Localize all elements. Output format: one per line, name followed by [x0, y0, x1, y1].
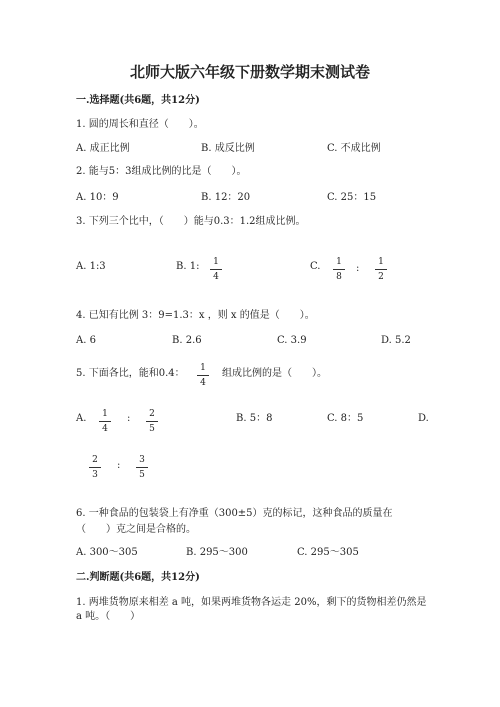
- question-6-stem-line-2: （ ）克之间是合格的。: [76, 524, 196, 535]
- question-5-stem-suffix: 组成比例的是（ ）。: [222, 368, 327, 379]
- fraction-denominator: 2: [378, 272, 384, 282]
- question-6-option-b[interactable]: B. 295～300: [186, 547, 248, 558]
- question-4-option-a[interactable]: A. 6: [76, 335, 96, 346]
- question-5-option-a-prefix[interactable]: A.: [76, 413, 87, 424]
- fraction-denominator: 4: [102, 424, 108, 434]
- question-5-stem-prefix: 5. 下面各比，能和0.4：: [76, 368, 185, 379]
- fraction-bar: [146, 421, 158, 422]
- question-6-option-c[interactable]: C. 295～305: [297, 547, 359, 558]
- question-3-option-c-fraction-2: [374, 257, 388, 282]
- question-5-stem-fraction: [196, 363, 210, 388]
- fraction-bar: [99, 421, 111, 422]
- fraction-denominator: 5: [149, 424, 155, 434]
- question-2-stem: 2. 能与5：3组成比例的比是（ ）。: [76, 166, 247, 177]
- fraction-denominator: 4: [200, 378, 206, 388]
- question-5-option-d-prefix[interactable]: D.: [418, 413, 429, 424]
- question-4-option-c[interactable]: C. 3.9: [277, 335, 307, 346]
- fraction-bar: [136, 467, 148, 468]
- question-5-option-a-colon: :: [127, 413, 131, 424]
- fraction-numerator: 1: [102, 409, 108, 419]
- section-heading-judgement: 二.判断题(共6题，共12分): [76, 572, 200, 583]
- question-2-option-c[interactable]: C. 25：15: [327, 192, 377, 203]
- question-5-option-a-fraction-2: [145, 409, 159, 434]
- fraction-numerator: 1: [378, 257, 384, 267]
- question-4-option-b[interactable]: B. 2.6: [172, 335, 202, 346]
- fraction-numerator: 1: [336, 257, 342, 267]
- fraction-numerator: 2: [92, 455, 98, 465]
- question-3-stem: 3. 下列三个比中，（ ）能与0.3：1.2组成比例。: [76, 216, 306, 227]
- judgement-1-line-2: a 吨。（ ）: [76, 611, 141, 622]
- question-6-option-a[interactable]: A. 300～305: [76, 547, 138, 558]
- question-5-option-d-fraction-2: [135, 455, 149, 480]
- question-1-option-b[interactable]: B. 成反比例: [201, 143, 255, 154]
- fraction-bar: [375, 269, 387, 270]
- fraction-bar: [210, 269, 222, 270]
- fraction-numerator: 1: [213, 257, 219, 267]
- fraction-denominator: 4: [213, 272, 219, 282]
- fraction-bar: [333, 269, 345, 270]
- question-5-option-a-fraction-1: [98, 409, 112, 434]
- question-3-option-c-prefix[interactable]: C.: [310, 261, 321, 272]
- question-3-option-b-prefix[interactable]: B. 1:: [176, 261, 200, 272]
- fraction-bar: [89, 467, 101, 468]
- question-4-stem: 4. 已知有比例 3：9=1.3：x ，则 x 的值是（ ）。: [76, 310, 315, 321]
- fraction-numerator: 2: [149, 409, 155, 419]
- question-5-option-d-colon: :: [117, 460, 121, 471]
- question-3-option-c-colon: :: [356, 263, 360, 274]
- question-3-option-c-fraction-1: [332, 257, 346, 282]
- fraction-numerator: 3: [139, 455, 145, 465]
- question-3-option-a[interactable]: A. 1:3: [76, 261, 106, 272]
- question-5-option-c[interactable]: C. 8：5: [327, 413, 364, 424]
- fraction-denominator: 3: [92, 470, 98, 480]
- question-2-option-a[interactable]: A. 10：9: [76, 192, 119, 203]
- fraction-bar: [197, 375, 209, 376]
- question-2-option-b[interactable]: B. 12：20: [201, 192, 251, 203]
- question-1-option-a[interactable]: A. 成正比例: [76, 143, 130, 154]
- fraction-denominator: 8: [336, 272, 342, 282]
- page-title: 北师大版六年级下册数学期末测试卷: [130, 63, 371, 81]
- judgement-1-line-1: 1. 两堆货物原来相差 a 吨，如果两堆货物各运走 20%，剩下的货物相差仍然是: [76, 597, 427, 608]
- question-6-stem-line-1: 6. 一种食品的包装袋上有净重（300±5）克的标记，这种食品的质量在: [76, 508, 393, 519]
- question-1-option-c[interactable]: C. 不成比例: [327, 143, 381, 154]
- fraction-numerator: 1: [200, 363, 206, 373]
- section-heading-choice: 一.选择题(共6题，共12分): [76, 95, 200, 106]
- question-3-option-b-fraction: [209, 257, 223, 282]
- question-5-option-d-fraction-1: [88, 455, 102, 480]
- fraction-denominator: 5: [139, 470, 145, 480]
- question-4-option-d[interactable]: D. 5.2: [381, 335, 411, 346]
- question-5-option-b[interactable]: B. 5：8: [236, 413, 273, 424]
- question-1-stem: 1. 圆的周长和直径（ ）。: [76, 119, 204, 130]
